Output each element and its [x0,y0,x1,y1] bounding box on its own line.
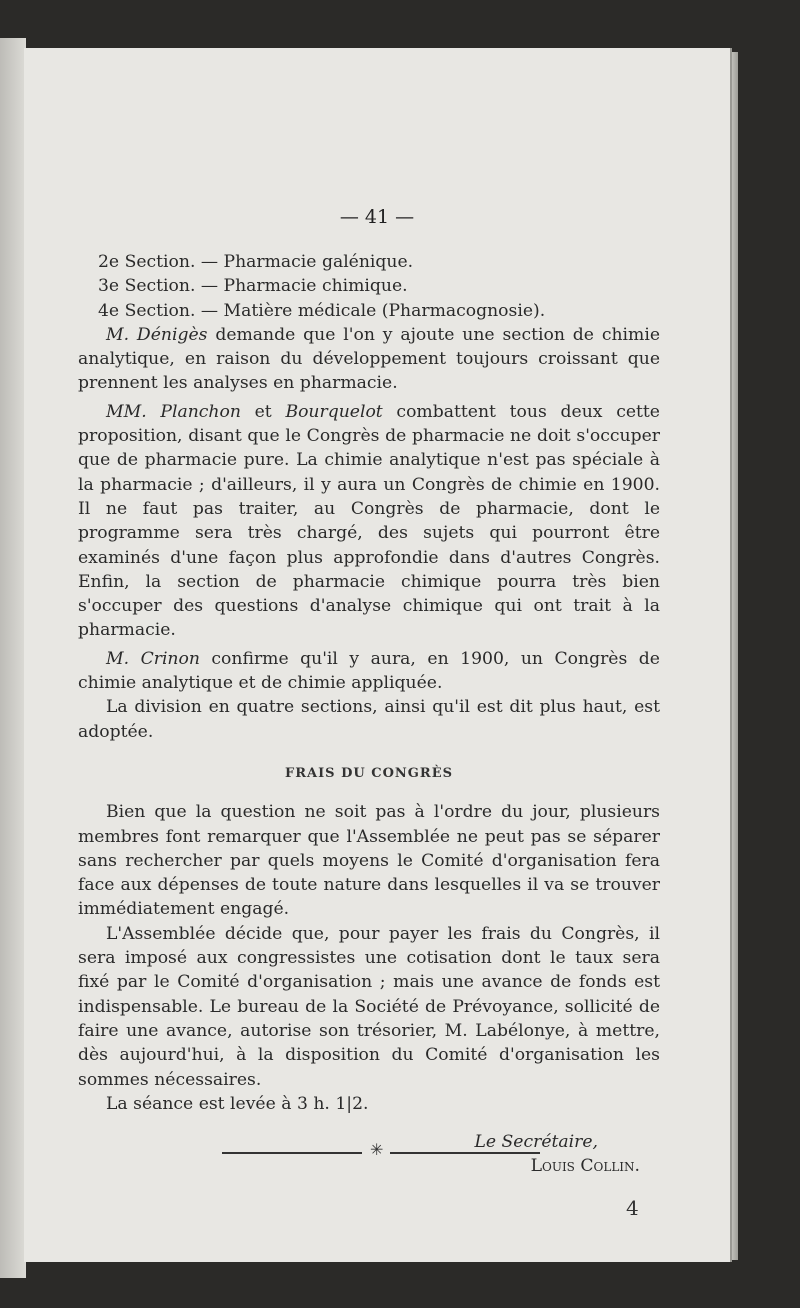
paragraph: MM. Planchon et Bourquelot combattent tous deux cette proposition, disant que le Congrès de pharmacie ne doit s'occuper que de pharmacie pure. La chimie analytique n'est pas spéciale à la pharmacie ; d'ailleurs, il y aura un Congrès de chimie en 1900. Il ne faut pas traiter, au Congrès de pharmacie, dont le programme sera très chargé, des sujets qui pourront être examinés d'une façon plus approfondie dans d'autres Congrès. Enfin, la section de pharmacie chimique pourra très bien s'occuper des questions d'analyse chimique qui ont trait à la pharmacie. [78,401,660,641]
page-number: — 41 — [339,206,415,228]
speaker-name: M. Crinon [106,648,200,669]
speaker-name: M. Dénigès [106,324,208,345]
paragraph-text: confirme qu'il y aura, en 1900, un Congrès de chimie analytique et de chimie appliquée. [78,648,660,694]
asterism-icon: ✳ [370,1140,384,1159]
paragraph: La séance est levée à 3 h. 1|2. [106,1093,369,1114]
section-line: 2e Section. — Pharmacie galénique. [98,252,414,272]
paragraph-text: La division en quatre sections, ainsi qu'il est dit plus haut, est adoptée. [78,697,660,742]
paragraph [78,647,660,696]
body-text [78,250,660,1179]
section-line: 3e Section. — Pharmacie chimique. [98,276,408,297]
paragraph: L'Assemblée décide que, pour payer les frais du Congrès, il sera imposé aux congressistes une cotisation dont le taux sera fixé par le Comité d'organisation ; mais une avance de fonds est indispensable. Le bureau de la Société de Prévoyance, sollicité de faire une avance, autorise son trésorier, M. Labélonye, à mettre, dès aujourd'hui, à la disposition du Comité d'organisation les sommes nécessaires. [78,923,660,1090]
paragraph-text: demande que l'on y ajoute une section de chimie analytique, en raison du développement toujours croissant que prennent les analyses en pharmacie. [78,324,660,394]
paragraph-text: combattent tous deux cette proposition, disant que le Congrès de pharmacie ne doit s'occuper que de pharmacie pure. La chimie analytique n'est pas spéciale à la pharmacie ; d'ailleurs, il y aura un Congrès de chimie en 1900. Il ne faut pas traiter, au Congrès de pharmacie, dont le programme sera très chargé, des sujets qui pourront être examinés d'une façon plus approfondie dans d'autres Congrès. Enfin, la section de pharmacie chimique pourra très bien s'occuper des questions d'analyse chimique qui ont trait à la pharmacie. [78,401,660,641]
signature-mark: 4 [626,1196,639,1220]
paragraph [78,323,660,396]
paragraph [78,695,660,744]
document-page [24,48,730,1262]
section-heading: FRAIS DU CONGRÈS [284,765,453,781]
signature-name: Louis Collin. [530,1156,640,1177]
ornament-divider [222,1140,540,1160]
speaker-name: Bourquelot [285,401,383,422]
paragraph: Bien que la question ne soit pas à l'ordre du jour, plusieurs membres font remarquer que l'Assemblée ne peut pas se séparer sans rechercher par quels moyens le Comité d'organisation fera face aux dépenses de toute nature dans lesquelles il va se trouver immédiatement engagé. [78,802,660,920]
signature-role: Le Secrétaire, [474,1132,598,1153]
speaker-name: MM. Planchon [106,401,241,422]
section-line: 4e Section. — Matière médicale (Pharmacognosie). [98,300,546,321]
adjacent-page-edge [0,38,26,1278]
